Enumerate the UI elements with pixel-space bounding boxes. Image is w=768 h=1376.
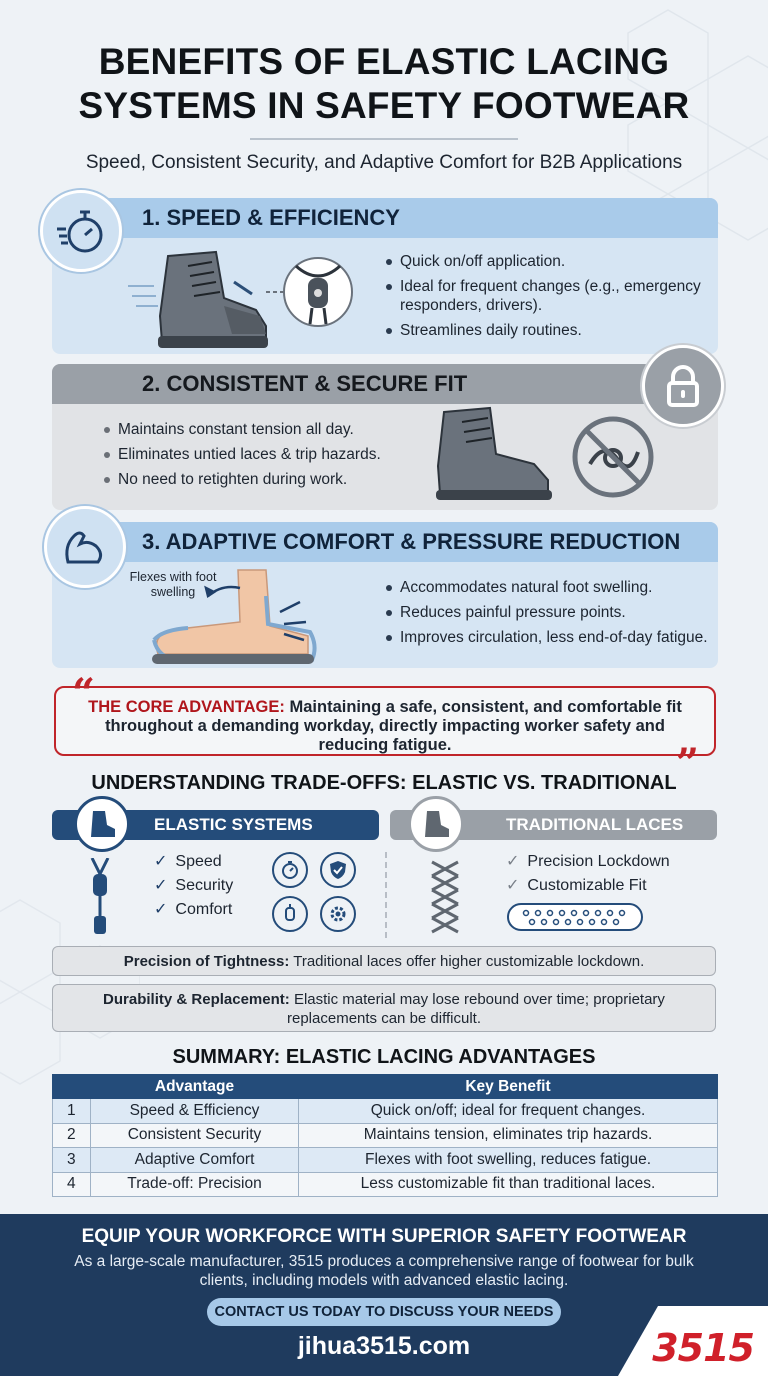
table-cell: Less customizable fit than traditional laces. bbox=[299, 1172, 718, 1197]
brand-logo: 3515 bbox=[652, 1326, 754, 1370]
note-lead: Durability & Replacement: bbox=[103, 991, 290, 1008]
table-header-row bbox=[53, 1075, 718, 1099]
traditional-benefit-list bbox=[506, 850, 670, 898]
boot-icon bbox=[85, 807, 119, 841]
table-cell: 2 bbox=[53, 1123, 91, 1148]
padlock-icon bbox=[660, 363, 706, 409]
bullet-item: Improves circulation, less end-of-day fatigue. bbox=[384, 628, 714, 647]
column-header: Advantage bbox=[91, 1075, 299, 1099]
tradeoffs-title: UNDERSTANDING TRADE-OFFS: ELASTIC VS. TRADITIONAL bbox=[91, 772, 677, 794]
check-item bbox=[506, 874, 670, 898]
section-title: 1. SPEED & EFFICIENCY bbox=[52, 198, 718, 238]
stopwatch-icon bbox=[272, 852, 308, 888]
table-row bbox=[53, 1172, 718, 1197]
crisscross-laces-icon bbox=[428, 858, 462, 938]
core-advantage-callout bbox=[54, 686, 716, 756]
check-label: Comfort bbox=[175, 901, 233, 918]
stopwatch-icon bbox=[55, 205, 107, 257]
traditional-laces-header: TRADITIONAL LACES bbox=[390, 810, 717, 840]
column-header bbox=[53, 1075, 91, 1099]
table-row bbox=[53, 1099, 718, 1124]
column-header: Key Benefit bbox=[299, 1075, 718, 1099]
check-label: Precision Lockdown bbox=[527, 853, 670, 870]
stopwatch-badge bbox=[40, 190, 122, 272]
checkmark-icon: ✓ bbox=[154, 877, 168, 894]
footer-title: EQUIP YOUR WORKFORCE WITH SUPERIOR SAFETY FOOTWEAR bbox=[81, 1226, 687, 1247]
title-divider bbox=[250, 138, 518, 140]
lace-toggle-icon bbox=[272, 896, 308, 932]
checkmark-icon: ✓ bbox=[506, 877, 520, 894]
flexed-arm-icon bbox=[60, 522, 110, 572]
note-text: Elastic material may lose rebound over time; proprietary replacements can be difficult. bbox=[287, 991, 665, 1027]
checkmark-icon: ✓ bbox=[154, 853, 168, 870]
bullet-item: Accommodates natural foot swelling. bbox=[384, 578, 714, 597]
section-bullets bbox=[102, 420, 422, 495]
section-bullets bbox=[384, 252, 706, 346]
page-title bbox=[0, 40, 768, 128]
section-consistent-fit bbox=[52, 364, 718, 510]
contact-us-button[interactable]: CONTACT US TODAY TO DISCUSS YOUR NEEDS bbox=[207, 1298, 561, 1326]
note-lead: Precision of Tightness: bbox=[123, 953, 290, 970]
check-item bbox=[506, 850, 670, 874]
table-row bbox=[53, 1123, 718, 1148]
table-cell: Maintains tension, eliminates trip hazards. bbox=[299, 1123, 718, 1148]
footer-banner bbox=[0, 1214, 768, 1376]
work-boot-illustration bbox=[128, 246, 278, 354]
tradeoff-note-precision bbox=[52, 946, 716, 976]
core-advantage-text: Maintaining a safe, consistent, and comfortable fit throughout a demanding workday, directly impacting worker safety and reducing fatigue. bbox=[105, 698, 682, 754]
table-cell: Adaptive Comfort bbox=[91, 1148, 299, 1173]
check-label: Customizable Fit bbox=[527, 877, 647, 894]
section-speed-efficiency bbox=[52, 198, 718, 354]
title-line-1: BENEFITS OF ELASTIC LACING bbox=[98, 41, 670, 82]
checkmark-icon: ✓ bbox=[506, 853, 520, 870]
table-cell: 1 bbox=[53, 1099, 91, 1124]
elastic-benefit-list bbox=[154, 850, 233, 922]
bullet-item: Streamlines daily routines. bbox=[384, 321, 706, 340]
section-bullets bbox=[384, 578, 714, 653]
boot-icon bbox=[419, 807, 453, 841]
flexing-foot-illustration bbox=[148, 566, 328, 666]
comparison-divider bbox=[385, 852, 387, 938]
table-cell: Flexes with foot swelling, reduces fatigue. bbox=[299, 1148, 718, 1173]
table-cell: Speed & Efficiency bbox=[91, 1099, 299, 1124]
tradeoff-note-durability bbox=[52, 984, 716, 1032]
checkmark-icon: ✓ bbox=[154, 901, 168, 918]
title-line-2: SYSTEMS IN SAFETY FOOTWEAR bbox=[78, 85, 690, 126]
section-adaptive-comfort bbox=[52, 522, 718, 668]
close-quote-icon: ” bbox=[676, 740, 700, 787]
check-label: Speed bbox=[175, 853, 222, 870]
check-item bbox=[154, 874, 233, 898]
gear-icon bbox=[320, 896, 356, 932]
illustration-label: Flexes with foot swelling bbox=[129, 570, 217, 599]
elastic-lace-toggle-icon bbox=[86, 858, 114, 938]
flexed-arm-badge bbox=[44, 506, 126, 588]
check-item bbox=[154, 850, 233, 874]
work-boot-illustration bbox=[432, 404, 562, 504]
section-title: 2. CONSISTENT & SECURE FIT bbox=[52, 364, 652, 404]
check-label: Security bbox=[175, 877, 234, 894]
table-row bbox=[53, 1148, 718, 1173]
bullet-item: Maintains constant tension all day. bbox=[102, 420, 422, 439]
padlock-badge bbox=[642, 345, 724, 427]
table-cell: Quick on/off; ideal for frequent changes. bbox=[299, 1099, 718, 1124]
boot-badge-traditional bbox=[408, 796, 464, 852]
boot-badge-elastic bbox=[74, 796, 130, 852]
eyelet-strip-icon bbox=[506, 902, 644, 932]
section-title: 3. ADAPTIVE COMFORT & PRESSURE REDUCTION bbox=[52, 522, 718, 562]
bullet-item: Ideal for frequent changes (e.g., emergency responders, drivers). bbox=[384, 277, 706, 315]
table-cell: Trade-off: Precision bbox=[91, 1172, 299, 1197]
footer-text: As a large-scale manufacturer, 3515 produces a comprehensive range of footwear for bulk clients, including models with advanced elastic lacing. bbox=[74, 1253, 694, 1289]
summary-title: SUMMARY: ELASTIC LACING ADVANTAGES bbox=[172, 1046, 596, 1068]
bullet-item: Quick on/off application. bbox=[384, 252, 706, 271]
bullet-item: No need to retighten during work. bbox=[102, 470, 422, 489]
elastic-systems-header: ELASTIC SYSTEMS bbox=[52, 810, 379, 840]
bullet-item: Reduces painful pressure points. bbox=[384, 603, 714, 622]
note-text: Traditional laces offer higher customizable lockdown. bbox=[293, 953, 645, 970]
lace-lock-toggle-illustration bbox=[266, 246, 356, 342]
page-subtitle: Speed, Consistent Security, and Adaptive Comfort for B2B Applications bbox=[85, 152, 683, 173]
check-item bbox=[154, 898, 233, 922]
table-cell: 4 bbox=[53, 1172, 91, 1197]
no-knot-icon bbox=[570, 414, 656, 500]
bullet-item: Eliminates untied laces & trip hazards. bbox=[102, 445, 422, 464]
website-link[interactable]: jihua3515.com bbox=[297, 1332, 471, 1360]
open-quote-icon: “ bbox=[72, 670, 96, 717]
table-cell: 3 bbox=[53, 1148, 91, 1173]
table-cell: Consistent Security bbox=[91, 1123, 299, 1148]
shield-check-icon bbox=[320, 852, 356, 888]
summary-table bbox=[52, 1074, 718, 1197]
core-advantage-lead: THE CORE ADVANTAGE: bbox=[88, 698, 285, 716]
